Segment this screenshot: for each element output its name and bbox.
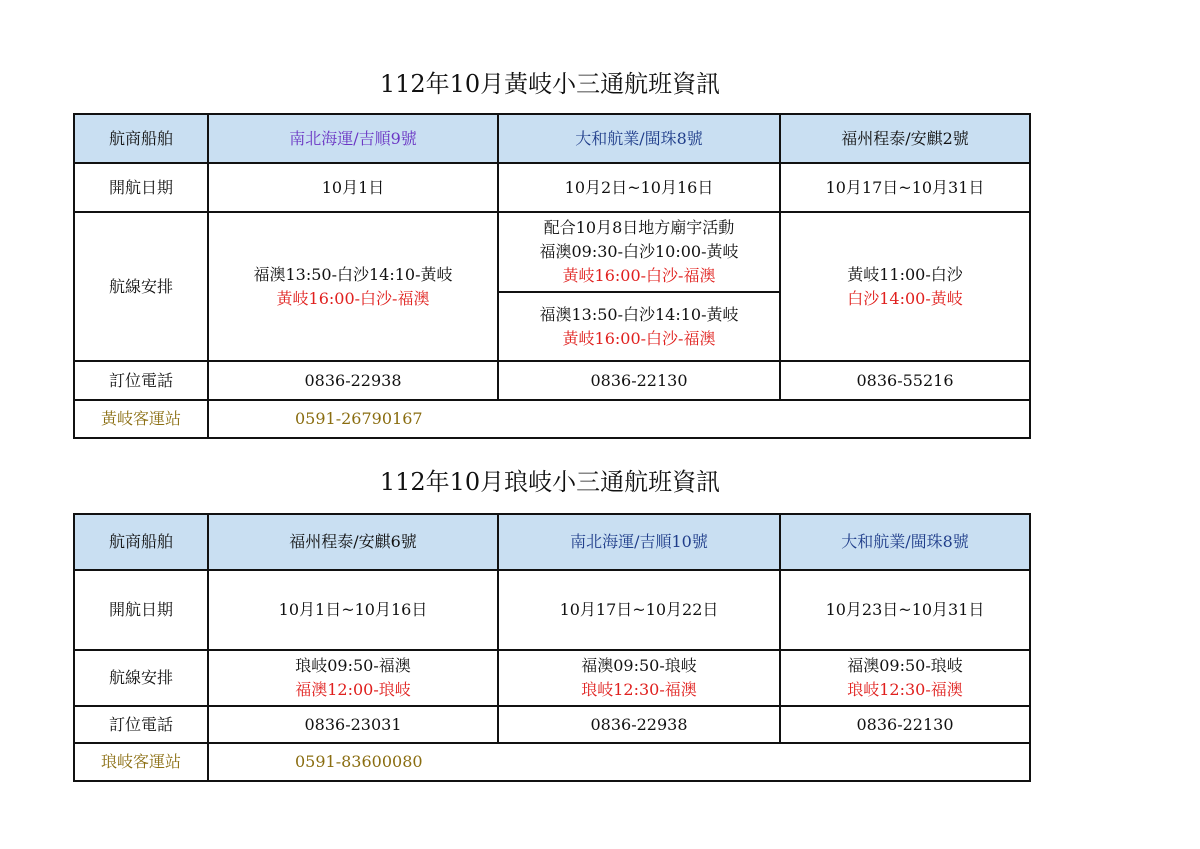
row-label-routes: 航線安排	[74, 212, 208, 361]
table1-title: 112年10月黃岐小三通航班資訊	[379, 70, 721, 98]
sailing-date: 10月17日~10月22日	[498, 570, 780, 650]
sailing-date: 10月23日~10月31日	[780, 570, 1030, 650]
route-outbound: 福澳13:50-白沙14:10-黃岐	[539, 304, 739, 324]
route-return: 琅岐12:30-福澳	[847, 680, 963, 699]
sailing-date: 10月2日~10月16日	[498, 163, 780, 212]
route-note: 配合10月8日地方廟宇活動	[543, 218, 735, 237]
ship-name: 大和航業/閩珠8號	[780, 514, 1030, 570]
routes-row	[74, 212, 1030, 292]
dates-row	[74, 163, 1030, 212]
row-label-ship: 航商船舶	[74, 114, 208, 163]
huangqi-schedule-table	[73, 113, 1031, 439]
station-label: 黃岐客運站	[74, 400, 208, 438]
route-return: 福澳12:00-琅岐	[295, 680, 411, 699]
sailing-date: 10月1日~10月16日	[208, 570, 498, 650]
ship-name: 福州程泰/安麒6號	[208, 514, 498, 570]
route-cell	[208, 212, 498, 361]
station-phone: 0591-83600080	[208, 743, 1030, 781]
route-return: 琅岐12:30-福澳	[581, 680, 697, 699]
route-return: 黃岐16:00-白沙-福澳	[562, 266, 716, 285]
ship-name: 大和航業/閩珠8號	[498, 114, 780, 163]
langqi-schedule-table	[73, 513, 1031, 782]
route-cell	[208, 650, 498, 706]
booking-phone: 0836-23031	[208, 706, 498, 743]
header-row	[74, 114, 1030, 163]
route-outbound: 福澳09:50-琅岐	[581, 656, 697, 675]
dates-row	[74, 570, 1030, 650]
route-outbound: 福澳13:50-白沙14:10-黃岐	[253, 264, 453, 284]
station-label: 琅岐客運站	[74, 743, 208, 781]
row-label-phone: 訂位電話	[74, 706, 208, 743]
route-outbound: 黃岐11:00-白沙	[847, 264, 963, 284]
row-label-phone: 訂位電話	[74, 361, 208, 400]
routes-row	[74, 650, 1030, 706]
booking-phone: 0836-22938	[498, 706, 780, 743]
station-phone: 0591-26790167	[208, 400, 1030, 438]
phone-row	[74, 361, 1030, 400]
route-cell	[780, 212, 1030, 361]
booking-phone: 0836-22938	[208, 361, 498, 400]
route-cell	[498, 650, 780, 706]
route-return: 白沙14:00-黃岐	[847, 288, 963, 308]
route-return: 黃岐16:00-白沙-福澳	[276, 288, 430, 308]
route-return: 黃岐16:00-白沙-福澳	[562, 328, 716, 348]
route-outbound: 福澳09:50-琅岐	[847, 656, 963, 675]
booking-phone: 0836-22130	[498, 361, 780, 400]
station-row	[74, 743, 1030, 781]
row-label-dates: 開航日期	[74, 570, 208, 650]
sailing-date: 10月17日~10月31日	[780, 163, 1030, 212]
route-outbound: 琅岐09:50-福澳	[295, 656, 411, 675]
booking-phone: 0836-22130	[780, 706, 1030, 743]
station-row	[74, 400, 1030, 438]
route-cell	[780, 650, 1030, 706]
ship-name: 福州程泰/安麒2號	[780, 114, 1030, 163]
route-cell	[498, 292, 780, 361]
booking-phone: 0836-55216	[780, 361, 1030, 400]
ship-name: 南北海運/吉順10號	[498, 514, 780, 570]
route-outbound: 福澳09:30-白沙10:00-黃岐	[539, 242, 739, 261]
row-label-ship: 航商船舶	[74, 514, 208, 570]
route-cell	[498, 212, 780, 292]
row-label-dates: 開航日期	[74, 163, 208, 212]
table2-title: 112年10月琅岐小三通航班資訊	[379, 468, 721, 496]
sailing-date: 10月1日	[208, 163, 498, 212]
phone-row	[74, 706, 1030, 743]
row-label-routes: 航線安排	[74, 650, 208, 706]
header-row	[74, 514, 1030, 570]
ship-name: 南北海運/吉順9號	[208, 114, 498, 163]
